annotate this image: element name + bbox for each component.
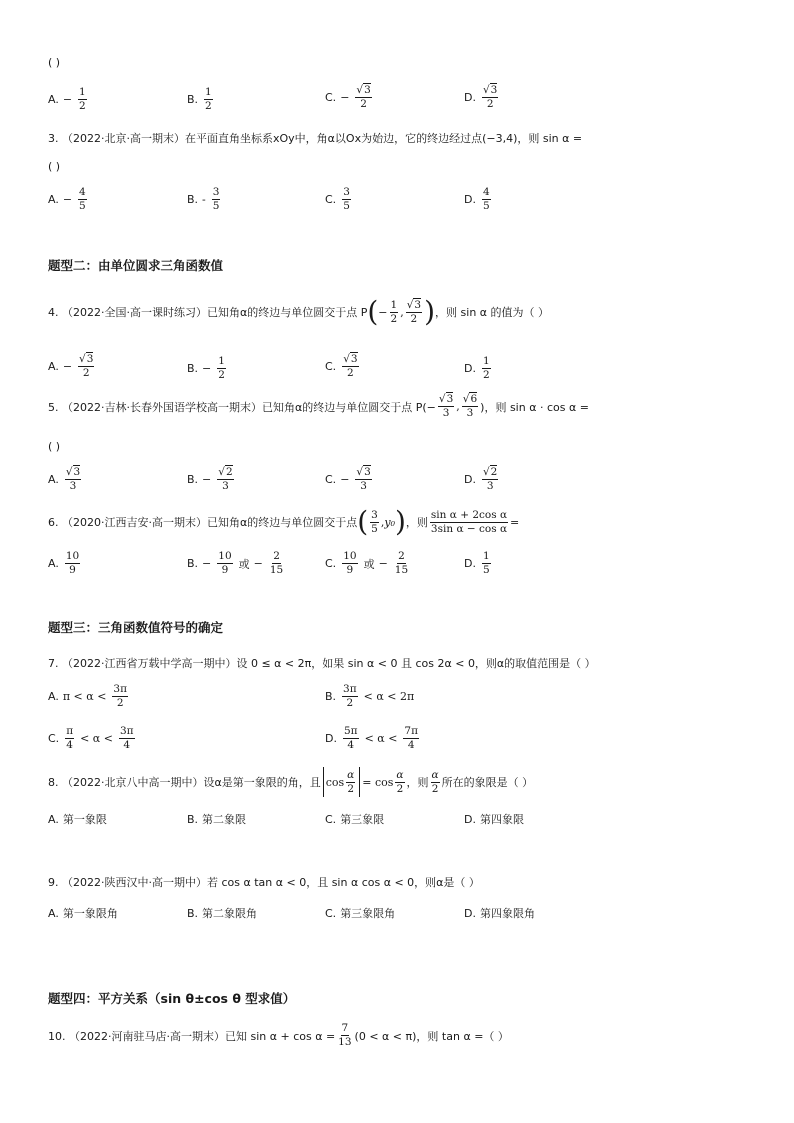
fraction: $\frac{√3}{3}$	[65, 466, 81, 492]
section-heading-2: 题型二：由单位圆求三角函数值	[48, 258, 224, 273]
q9-option-c[interactable]: C. 第三象限角	[325, 906, 396, 920]
fraction: $\frac{3\pi}{2}$	[113, 683, 128, 709]
fraction: $\frac{3\pi}{4}$	[119, 725, 134, 751]
fraction: $\frac{√3}{2}$	[79, 353, 94, 379]
q9-stem: 9. （2022·陕西汉中·高一期中）若 cos α tan α < 0，且 sin α cos α < 0，则α是（ ）	[48, 876, 480, 889]
fraction: $\frac{3}{5}$	[343, 186, 350, 212]
q6-option-a[interactable]: A. $\frac{10}{9}$	[48, 550, 80, 576]
q7-stem: 7. （2022·江西省万载中学高一期中）设 0 ≤ α < 2π，如果 sin α < 0 且 cos 2α < 0，则α的取值范围是（ ）	[48, 657, 596, 670]
fraction: $\frac{10}{9}$	[65, 550, 80, 576]
q8-option-a[interactable]: A. 第一象限	[48, 812, 107, 826]
fraction: $\frac{\alpha}{2}$	[347, 768, 355, 795]
q3-stem: 3. （2022·北京·高一期末）在平面直角坐标系xOy中，角α以Ox为始边，它的终边经过点(−3,4)，则 sin α =	[48, 132, 583, 145]
q5-option-c[interactable]: C. − $\frac{√3}{3}$	[325, 466, 371, 492]
q8-option-b[interactable]: B. 第二象限	[187, 812, 247, 826]
q9-option-b[interactable]: B. 第二象限角	[187, 906, 258, 920]
q2-option-a[interactable]: A. − $\frac{1}{2}$	[48, 86, 86, 112]
q10-stem: 10. （2022·河南驻马店·高一期末）已知 sin α + cos α = $\frac{7}{13}$ (0 < α < π)，则 tan α =（ ）	[48, 1022, 509, 1048]
q9-option-a[interactable]: A. 第一象限角	[48, 906, 118, 920]
q5-option-b[interactable]: B. − $\frac{√2}{3}$	[187, 466, 233, 492]
option-letter: D.	[464, 91, 476, 104]
q5-option-a[interactable]: A. $\frac{√3}{3}$	[48, 466, 81, 492]
fraction: $\frac{10}{9}$	[218, 550, 232, 576]
option-letter: B.	[187, 93, 199, 106]
fraction: $\frac{4}{5}$	[482, 186, 490, 212]
fraction: $\frac{1}{2}$	[482, 355, 490, 381]
q6-option-c[interactable]: C. $\frac{10}{9}$ 或 − $\frac{2}{15}$	[325, 550, 409, 576]
fraction: $\frac{√3}{2}$	[343, 353, 358, 379]
q5-stem: 5. （2022·吉林·长春外国语学校高一期末）已知角α的终边与单位圆交于点 P(− $\frac{√3}{3}$ , $\frac{√6}{3}$ )，则 sin α · cos α =	[48, 393, 589, 419]
option-letter: A.	[48, 93, 59, 106]
q6-option-b[interactable]: B. − $\frac{10}{9}$ 或 − $\frac{2}{15}$	[187, 550, 284, 576]
q7-option-a[interactable]: A. π < α < $\frac{3\pi}{2}$	[48, 683, 128, 709]
fraction: $\frac{√2}{3}$	[482, 466, 498, 492]
q6-option-d[interactable]: D. $\frac{1}{5}$	[464, 550, 490, 576]
q3-option-a[interactable]: A. − $\frac{4}{5}$	[48, 186, 86, 212]
section-heading-3: 题型三：三角函数值符号的确定	[48, 620, 224, 635]
fraction: $\frac{\alpha}{2}$	[431, 768, 439, 795]
fraction: $\frac{1}{2}$	[79, 86, 86, 112]
fraction: $\frac{√3}{2}$	[406, 298, 422, 325]
q8-option-c[interactable]: C. 第三象限	[325, 812, 385, 826]
fraction: $\frac{5\pi}{4}$	[343, 725, 358, 751]
q7-option-c[interactable]: C. $\frac{\pi}{4}$ < α < $\frac{3\pi}{4}$	[48, 725, 134, 751]
fraction: $\frac{√3}{2}$	[482, 84, 498, 110]
fraction: $\frac{3}{5}$	[371, 508, 378, 535]
q9-option-d[interactable]: D. 第四象限角	[464, 906, 535, 920]
q5-paren: ( )	[48, 440, 61, 453]
fraction: $\frac{\alpha}{2}$	[396, 768, 404, 795]
fraction: $\frac{√3}{3}$	[438, 393, 454, 419]
fraction: $\frac{3\pi}{2}$	[343, 683, 357, 709]
fraction: $\frac{3}{5}$	[212, 186, 220, 212]
fraction: $\frac{7}{13}$	[338, 1022, 352, 1048]
fraction: $\frac{4}{5}$	[79, 186, 86, 212]
q7-option-b[interactable]: B. $\frac{3\pi}{2}$ < α < 2π	[325, 683, 415, 709]
fraction: $\frac{√2}{3}$	[218, 466, 233, 492]
q4-stem: 4. （2022·全国·高一课时练习）已知角α的终边与单位圆交于点 P ( − $\frac{1}{2}$ , $\frac{√3}{2}$ ) ，则 sin α 的值为（ ）	[48, 295, 550, 328]
q2-option-d[interactable]	[464, 84, 500, 111]
q4-option-d[interactable]: D. $\frac{1}{2}$	[464, 355, 490, 381]
fraction: $\frac{1}{2}$	[218, 355, 225, 381]
fraction: $\frac{7\pi}{4}$	[404, 725, 419, 751]
q5-option-d[interactable]: D. $\frac{√2}{3}$	[464, 466, 498, 492]
q8-stem: 8. （2022·北京八中高一期中）设α是第一象限的角，且 cos $\frac{\alpha}{2}$ = cos $\frac{\alpha}{2}$ ，则 $\frac{\alpha}{2}$ 所在的象限是（ ）	[48, 767, 533, 797]
fraction: $\frac{\pi}{4}$	[66, 725, 74, 751]
q3-paren: ( )	[48, 160, 61, 173]
q3-option-d[interactable]: D. $\frac{4}{5}$	[464, 186, 490, 212]
section-heading-4: 题型四：平方关系（sin θ±cos θ 型求值）	[48, 991, 296, 1006]
fraction: $\frac{1}{2}$	[390, 298, 398, 325]
q2-option-c[interactable]: C. − $\frac{√3}{2}$	[325, 84, 371, 110]
q8-option-d[interactable]: D. 第四象限	[464, 812, 524, 826]
q3-option-b[interactable]: B. - $\frac{3}{5}$	[187, 186, 220, 212]
q4-option-a[interactable]: A. − $\frac{√3}{2}$	[48, 353, 94, 379]
fraction: $\frac{2}{15}$	[394, 550, 409, 576]
q4-option-c[interactable]: C. $\frac{√3}{2}$	[325, 353, 358, 379]
fraction: $\frac{√6}{3}$	[462, 393, 478, 419]
q2-option-b[interactable]	[187, 86, 215, 113]
fraction: $\frac{√3}{3}$	[356, 466, 371, 492]
q3-option-c[interactable]: C. $\frac{3}{5}$	[325, 186, 350, 212]
fraction: $\frac{\text{sin α + 2cos α}}{\text{3sin α − cos α}}$	[430, 508, 508, 535]
q7-option-d[interactable]: D. $\frac{5\pi}{4}$ < α < $\frac{7\pi}{4}$	[325, 725, 419, 751]
q4-option-b[interactable]: B. − $\frac{1}{2}$	[187, 355, 225, 381]
q6-stem: 6. （2020·江西吉安·高一期末）已知角α的终边与单位圆交于点 ( $\frac{3}{5}$ , y₀ ) ，则 $\frac{\text{sin α + 2cos α}}{\text{3sin α − cos α}}$ =	[48, 505, 520, 538]
fraction: $\frac{1}{2}$	[205, 86, 212, 112]
fraction: $\frac{2}{15}$	[269, 550, 284, 576]
option-letter: C.	[325, 91, 337, 104]
fraction: $\frac{10}{9}$	[343, 550, 357, 576]
fraction: $\frac{√3}{2}$	[356, 84, 371, 110]
fraction: $\frac{1}{5}$	[482, 550, 490, 576]
q2-paren: ( )	[48, 56, 61, 69]
